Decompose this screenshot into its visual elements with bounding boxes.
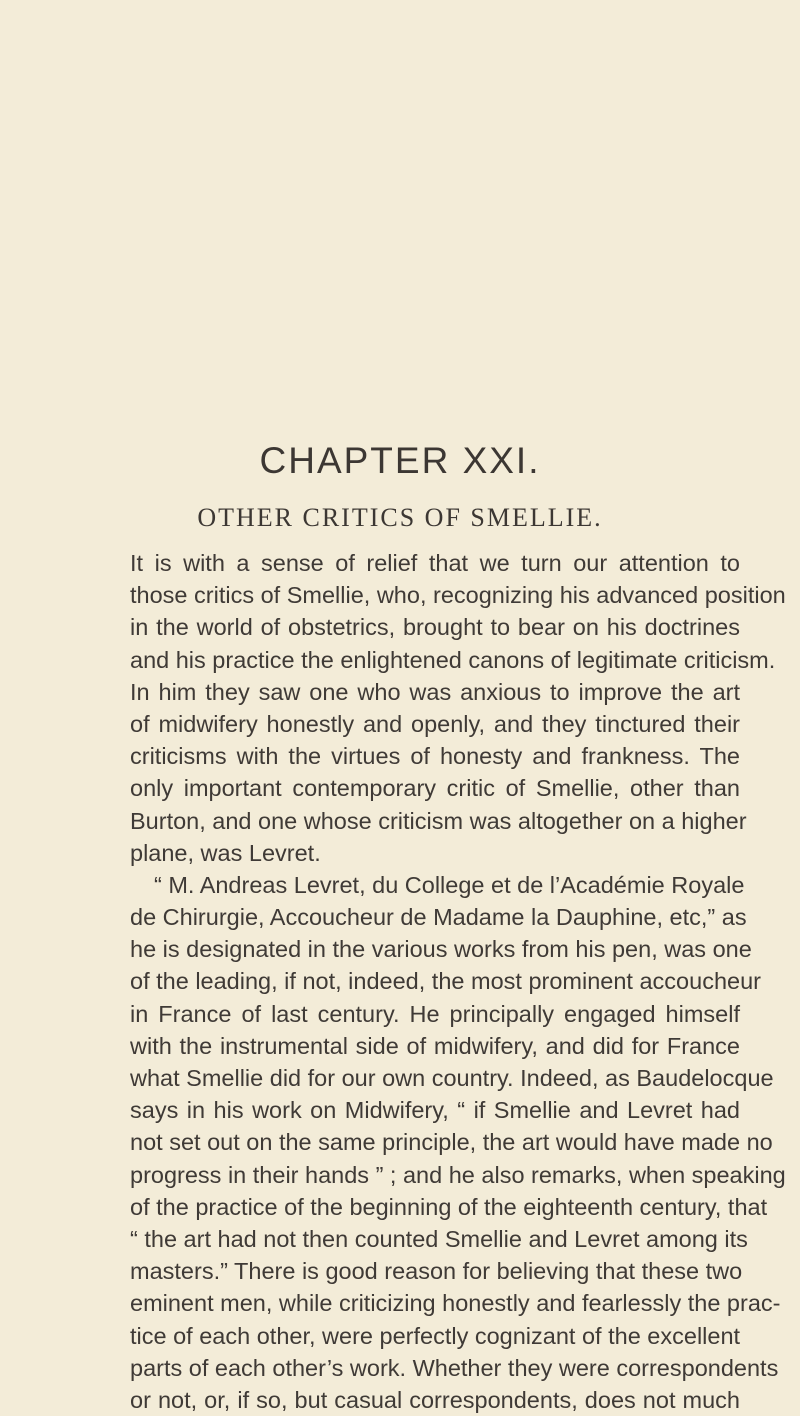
text-line: criticisms with the virtues of honesty and frankness. The [130,743,740,770]
text-line: or not, or, if so, but casual correspondents, does not much [130,1386,740,1413]
text-line: de Chirurgie, Accoucheur de Madame la Dauphine, etc,” as [130,904,747,931]
text-line: only important contemporary critic of Smellie, other than [130,775,740,802]
text-line: in France of last century. He principally engaged himself [130,1000,740,1027]
chapter-heading: OTHER CRITICS OF SMELLIE. [197,503,603,532]
text-line: “ M. Andreas Levret, du College et de l’Académie Royale [154,871,745,898]
text-line: progress in their hands ” ; and he also remarks, when speaking [130,1161,786,1188]
text-line: of the leading, if not, indeed, the most prominent accoucheur [130,968,761,995]
body-text [130,547,786,1416]
text-line: Burton, and one whose criticism was altogether on a higher [130,807,747,834]
text-line: in the world of obstetrics, brought to bear on his doctrines [130,614,740,641]
text-line: says in his work on Midwifery, “ if Smellie and Levret had [130,1097,740,1124]
text-line: of the practice of the beginning of the eighteenth century, that [130,1193,768,1220]
text-line: of midwifery honestly and openly, and they tinctured their [130,710,740,737]
text-line: with the instrumental side of midwifery, and did for France [130,1032,740,1059]
text-line: In him they saw one who was anxious to improve the art [130,678,740,705]
text-line: and his practice the enlightened canons of legitimate criticism. [130,646,776,673]
text-line: parts of each other’s work. Whether they were correspondents [130,1354,779,1381]
text-line: tice of each other, were perfectly cognizant of the excellent [130,1322,741,1349]
text-line: “ the art had not then counted Smellie and Levret among its [130,1225,748,1252]
text-line: plane, was Levret. [130,839,321,866]
text-line: It is with a sense of relief that we turn our attention to [130,550,740,576]
chapter-title: CHAPTER XXI. [259,440,541,481]
text-line: eminent men, while criticizing honestly and fearlessly the prac- [130,1290,781,1317]
text-line: he is designated in the various works from his pen, was one [130,936,752,963]
text-line: masters.” There is good reason for believing that these two [130,1258,743,1285]
text-line: what Smellie did for our own country. Indeed, as Baudelocque [130,1065,774,1091]
text-line: not set out on the same principle, the art would have made no [130,1129,773,1156]
text-line: those critics of Smellie, who, recognizing his advanced position [130,582,786,609]
